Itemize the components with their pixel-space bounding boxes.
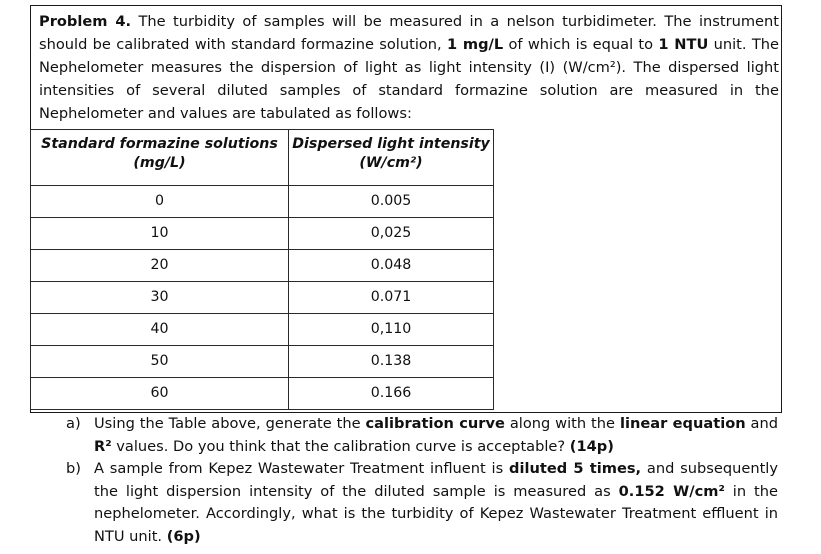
intro-text: of which is equal to: [503, 36, 659, 53]
question-text: and subsequently the light dispersion intensity of the diluted sample is measured as: [94, 460, 779, 500]
question-text: A sample from Kepez Wastewater Treatment influent is: [94, 460, 509, 477]
question-points: (14p): [569, 437, 614, 455]
question-b-marker: b): [66, 460, 81, 477]
concentration-cell: 50: [31, 346, 289, 378]
question-text: values. Do you think that the calibration curve is acceptable?: [111, 437, 570, 455]
concentration-cell: 40: [31, 314, 289, 346]
intensity-cell: 0.071: [289, 282, 494, 314]
table-header-row: [31, 130, 494, 186]
question-text: Using the Table above, generate the: [94, 415, 366, 432]
intro-text: unit. The Nephelometer measures the dispersion of light as light intensity (I) (W/cm²). The dispersed light intensities of several diluted samples of standard formazine solution are measured in the Nephelometer and values are tabulated as follows:: [39, 36, 779, 122]
intensity-cell: 0.138: [289, 346, 494, 378]
intensity-cell: 0.048: [289, 250, 494, 282]
concentration-cell: 60: [31, 378, 289, 410]
question-list: [66, 413, 778, 548]
header-concentration-title: Standard formazine solutions: [41, 136, 278, 152]
table-row: [31, 218, 494, 250]
table-row: [31, 378, 494, 410]
concentration-cell: 10: [31, 218, 289, 250]
table-row: [31, 282, 494, 314]
problem-label: Problem 4.: [39, 13, 132, 30]
question-bold: R²: [94, 437, 112, 455]
header-intensity: [289, 130, 494, 186]
intro-bold-ntu: 1 NTU: [658, 36, 709, 53]
question-text: in the nephelometer. Accordingly, what is the turbidity of Kepez Wastewater Treatment effluent in NTU unit.: [94, 482, 778, 545]
calibration-table: [30, 129, 494, 410]
question-a: [66, 413, 778, 458]
concentration-cell: 0: [31, 186, 289, 218]
header-concentration: [31, 130, 289, 186]
problem-intro: [39, 10, 779, 125]
intro-text: The turbidity of samples will be measured in a nelson turbidimeter. The instrument should be calibrated with standard formazine solution,: [39, 13, 779, 53]
intensity-cell: 0,110: [289, 314, 494, 346]
intro-bold-unit: 1 mg/L: [447, 36, 504, 53]
question-a-marker: a): [66, 415, 81, 432]
question-bold: diluted 5 times,: [509, 460, 642, 477]
question-b: [66, 458, 778, 548]
question-bold: calibration curve: [365, 415, 505, 432]
question-points: (6p): [166, 527, 201, 545]
question-text: along with the: [504, 415, 620, 432]
intensity-cell: 0,025: [289, 218, 494, 250]
question-bold: 0.152 W/cm²: [618, 482, 725, 500]
concentration-cell: 20: [31, 250, 289, 282]
table-row: [31, 186, 494, 218]
intensity-cell: 0.005: [289, 186, 494, 218]
question-bold: linear equation: [619, 415, 746, 432]
table-row: [31, 314, 494, 346]
intensity-cell: 0.166: [289, 378, 494, 410]
table-row: [31, 250, 494, 282]
header-concentration-unit: (mg/L): [133, 155, 186, 171]
header-intensity-title: Dispersed light intensity: [292, 136, 490, 152]
concentration-cell: 30: [31, 282, 289, 314]
table-row: [31, 346, 494, 378]
question-text: and: [745, 415, 778, 432]
header-intensity-unit: (W/cm²): [359, 155, 423, 171]
